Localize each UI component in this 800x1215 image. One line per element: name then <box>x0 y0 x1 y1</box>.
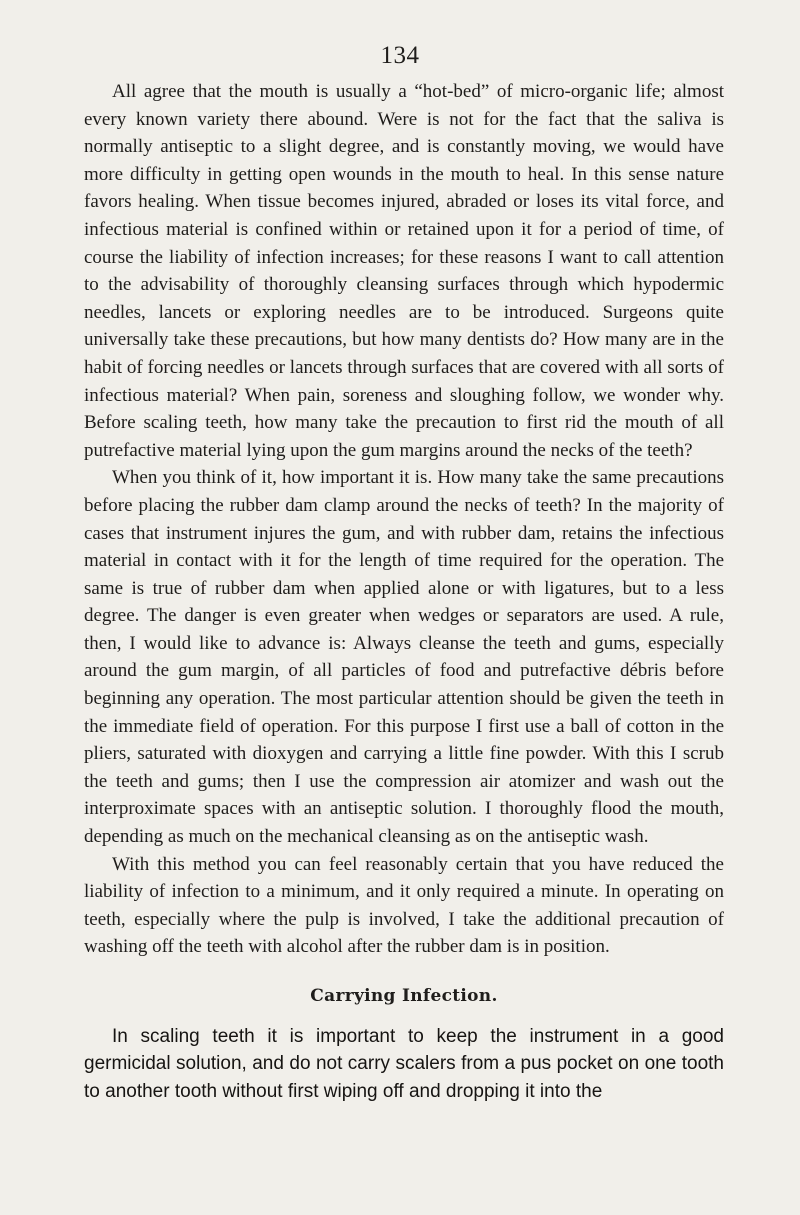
paragraph-2: When you think of it, how important it is. How many take the same precautions before placing the rubber dam clamp around the necks of teeth? In the majority of cases that instrument injures the gum, and with rubber dam, retains the infectious material in contact with it for the length of time required for the operation. The same is true of rubber dam when applied alone or with ligatures, but to a less degree. The danger is even greater when wedges or separators are used. A rule, then, I would like to advance is: Always cleanse the teeth and gums, especially around the gum margin, of all particles of food and putrefactive débris before beginning any operation. The most particular attention should be given the teeth in the immediate field of operation. For this purpose I first use a ball of cotton in the pliers, saturated with dioxygen and carrying a little fine powder. With this I scrub the teeth and gums; then I use the compression air atomizer and wash out the interproximate spaces with an antiseptic solution. I thoroughly flood the mouth, depending as much on the mechanical cleansing as on the antiseptic wash. <box>84 467 724 848</box>
paragraph-1: All agree that the mouth is usually a “hot-bed” of micro-organic life; almost every known variety there abound. Were is not for the fact that the saliva is normally antiseptic to a slight degree, and is constantly moving, we would have more difficulty in getting open wounds in the mouth to heal. In this sense nature favors healing. When tissue becomes injured, abraded or loses its vital force, and infectious material is confined within or retained upon it for a period of time, of course the liability of infection increases; for these reasons I want to call attention to the advisability of thoroughly cleansing surfaces through which hypodermic needles, lancets or exploring needles are to be introduced. Surgeons quite universally take these precautions, but how many dentists do? How many are in the habit of forcing needles or lancets through surfaces that are covered with all sorts of infectious material? When pain, soreness and sloughing follow, we wonder why. Before scaling teeth, how many take the precaution to first rid the mouth of all putrefactive material lying upon the gum margins around the necks of the teeth? <box>84 81 724 461</box>
page-number: 134 <box>380 42 420 69</box>
section-heading: Carrying Infection. <box>310 986 498 1006</box>
section-paragraph: In scaling teeth it is important to keep the instrument in a good germicidal solution, and do not carry scalers from a pus pocket on one tooth to another tooth without first wiping off and dropping it into the <box>84 1025 724 1102</box>
paragraph-3: With this method you can feel reasonably certain that you have reduced the liability of infection to a minimum, and it only required a minute. In operating on teeth, especially where the pulp is involved, I take the additional precaution of washing off the teeth with alcohol after the rubber dam is in position. <box>84 853 724 958</box>
body-text <box>84 78 724 1105</box>
